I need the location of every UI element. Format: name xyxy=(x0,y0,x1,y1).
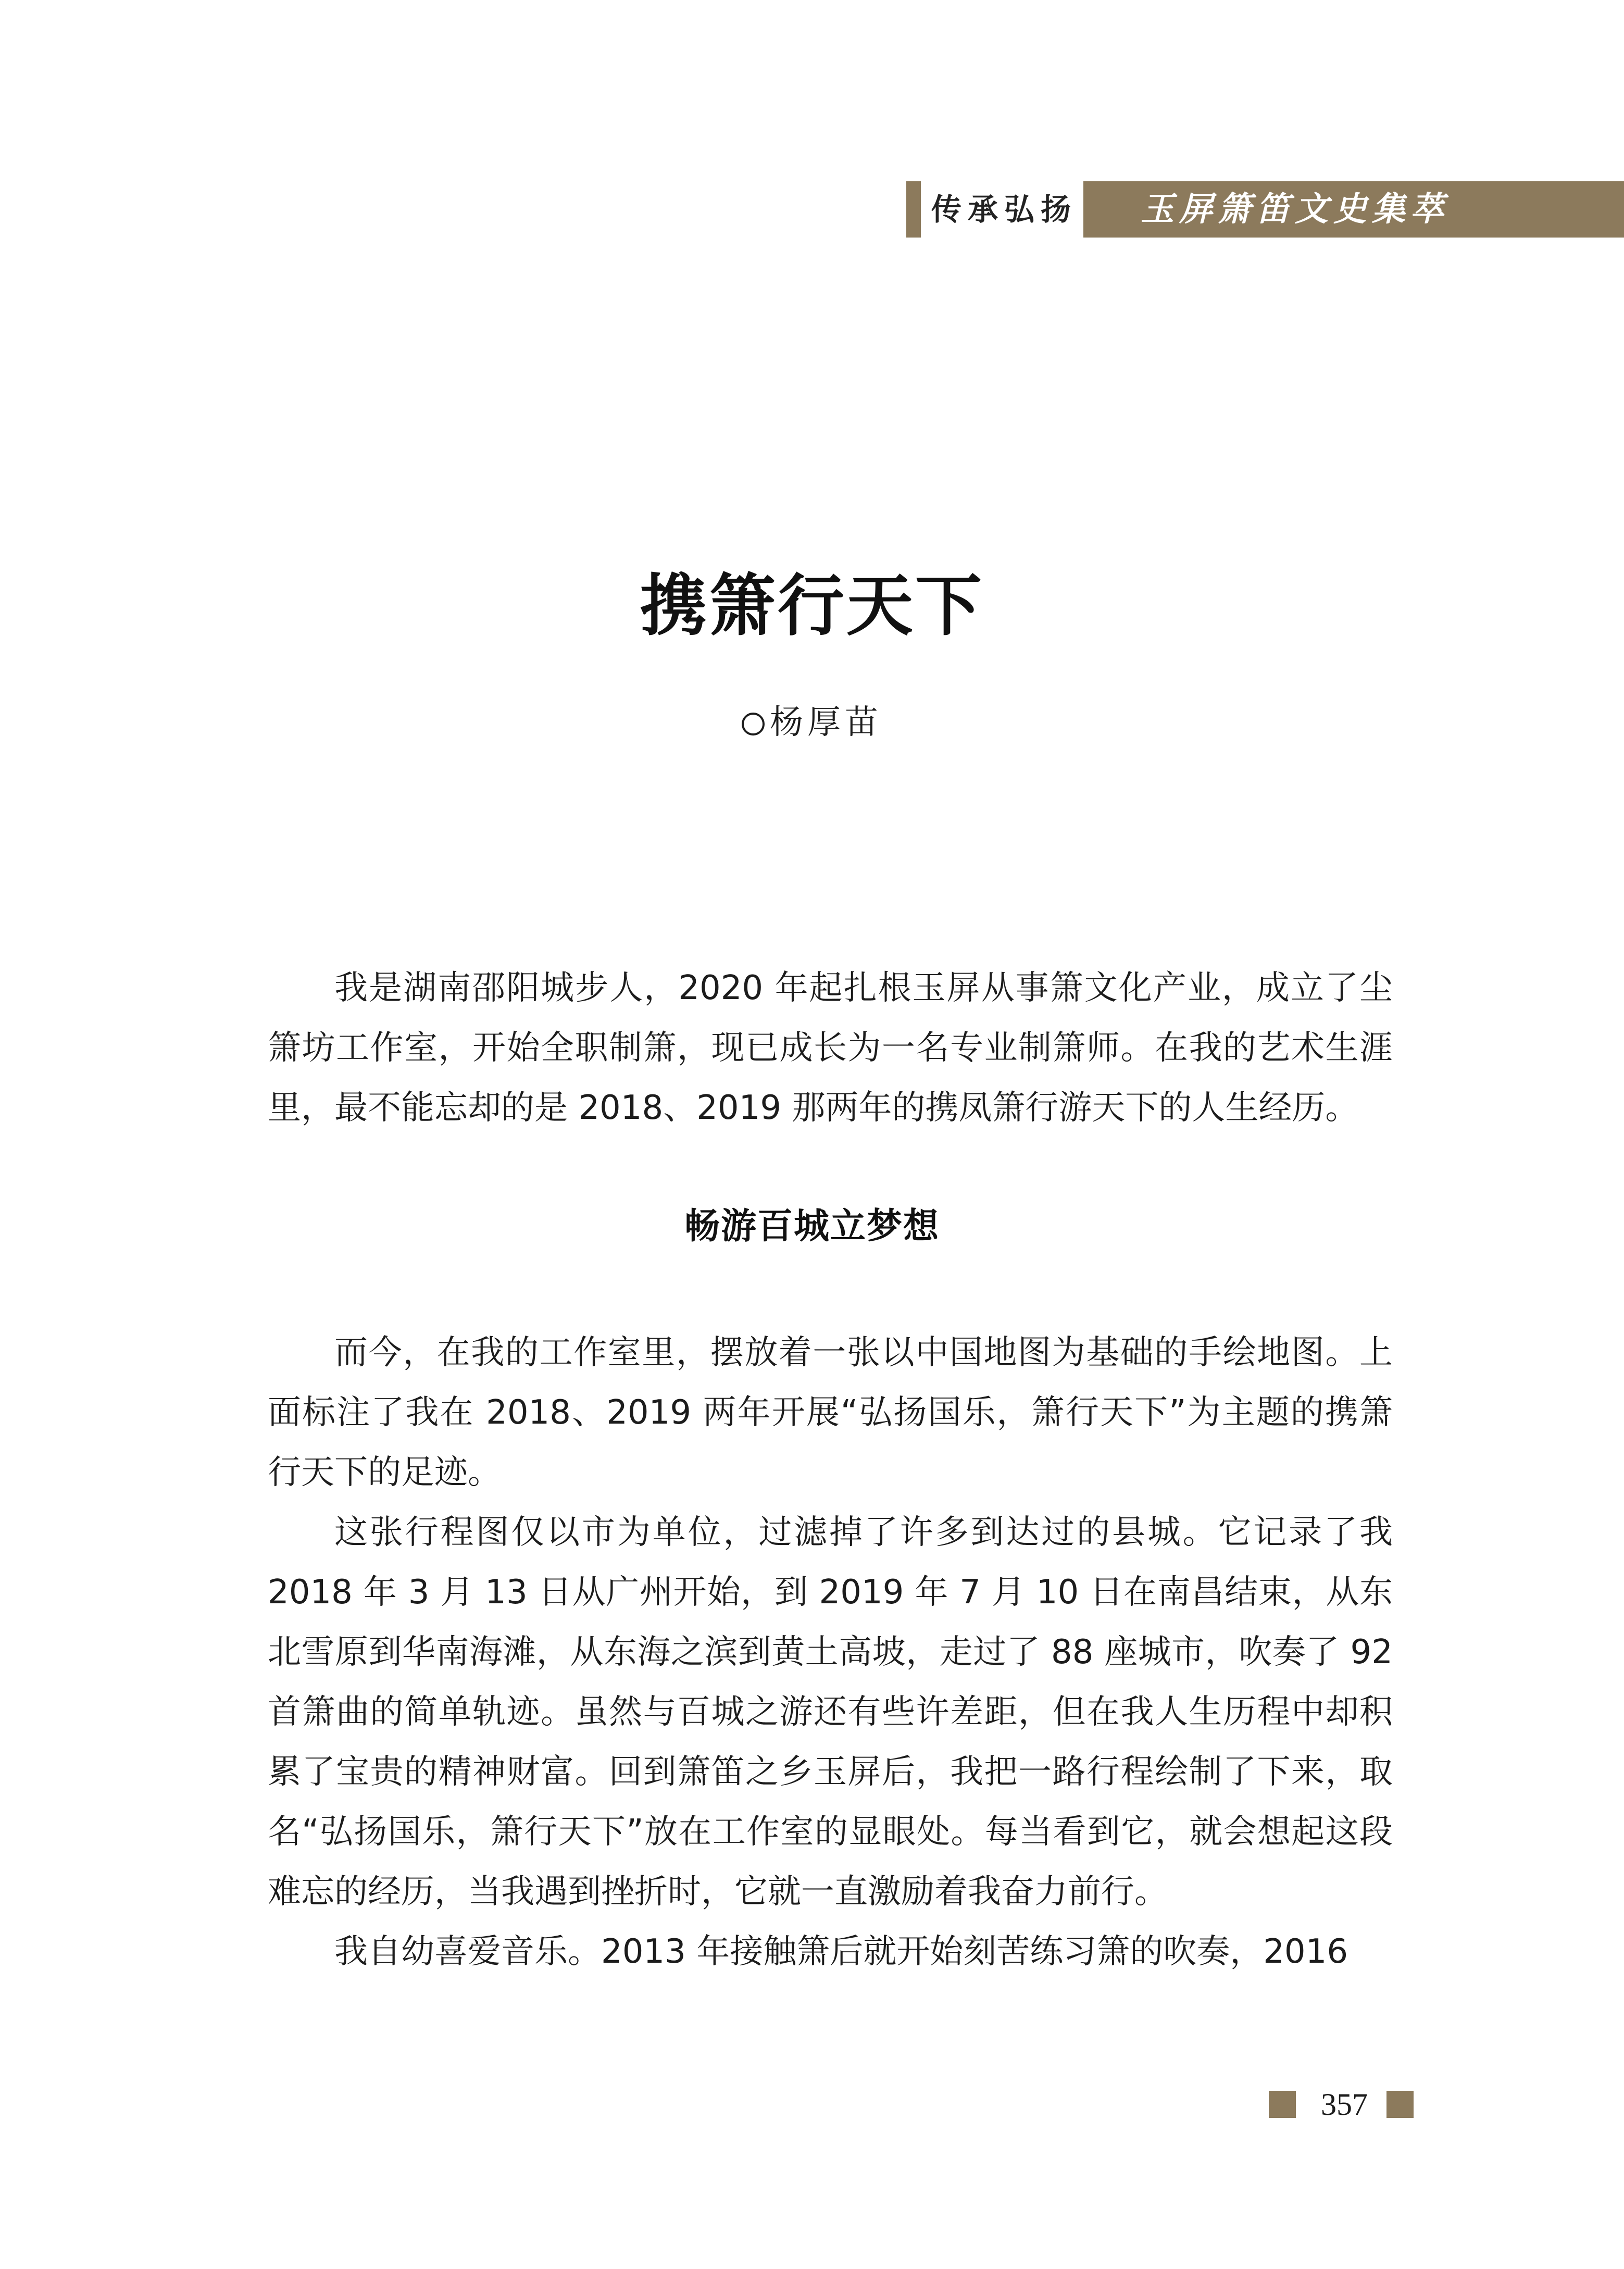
author-name: 杨厚苗 xyxy=(770,703,882,742)
intro-text xyxy=(268,958,1393,1138)
section-heading: 畅游百城立梦想 xyxy=(684,1205,940,1247)
page-number: 357 xyxy=(1321,2087,1368,2122)
paragraph: 我自幼喜爱音乐。2013 年接触箫后就开始刻苦练习箫的吹奏，2016 xyxy=(334,1933,1348,1971)
paragraph: 而今，在我的工作室里，摆放着一张以中国地图为基础的手绘地图。上面标注了我在 2018、2019 两年开展“弘扬国乐，箫行天下”为主题的携箫行天下的足迹。 xyxy=(268,1333,1393,1492)
header-section-label: 传承弘扬 xyxy=(931,192,1078,227)
article-author-line xyxy=(0,695,1624,743)
header-accent-bar xyxy=(906,181,921,238)
header-book-title: 玉屏箫笛文史集萃 xyxy=(1141,190,1449,229)
section-text xyxy=(268,1323,1393,1982)
running-header xyxy=(906,181,1624,238)
paragraph: 我是湖南邵阳城步人，2020 年起扎根玉屏从事箫文化产业，成立了尘箫坊工作室，开始全职制箫，现已成长为一名专业制箫师。在我的艺术生涯里，最不能忘却的是 2018、2019 那两年的携凤箫行游天下的人生经历。 xyxy=(268,969,1393,1127)
circle-icon xyxy=(742,713,765,735)
header-title-band xyxy=(1083,181,1624,238)
paragraph: 这张行程图仅以市为单位，过滤掉了许多到达过的县城。它记录了我 2018 年 3 月 13 日从广州开始，到 2019 年 7 月 10 日在南昌结束，从东北雪原到华南海滩，从东海之滨到黄土高坡，走过了 88 座城市，吹奏了 92 首箫曲的简单轨迹。虽然与百城之游还有些许差距，但在我人生历程中却积累了宝贵的精神财富。回到箫笛之乡玉屏后，我把一路行程绘制了下来，取名“弘扬国乐，箫行天下”放在工作室的显眼处。每当看到它，就会想起这段难忘的经历，当我遇到挫折时，它就一直激励着我奋力前行。 xyxy=(268,1513,1393,1911)
footer-square-right xyxy=(1386,2091,1414,2118)
footer-square-left xyxy=(1269,2091,1296,2118)
article-title: 携箫行天下 xyxy=(640,567,984,645)
